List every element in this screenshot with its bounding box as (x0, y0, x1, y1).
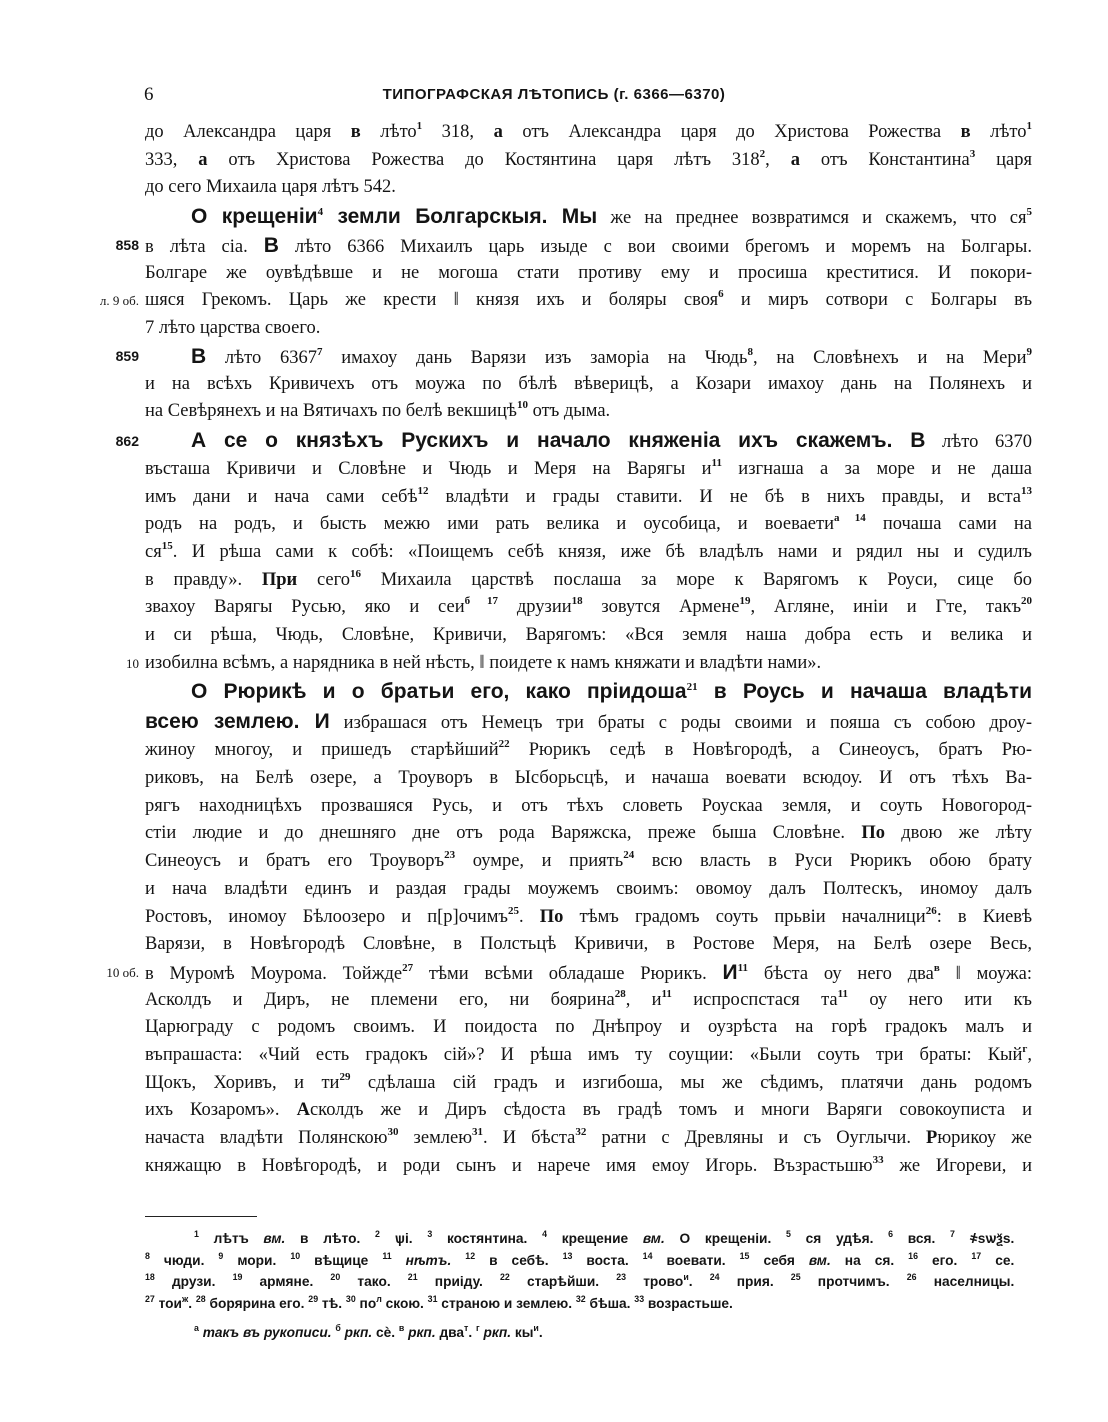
text-run: бѣста оу него два (748, 963, 934, 984)
text-run: лѣто (970, 122, 1027, 142)
text-run: шяся Грекомъ. Царь же крести ‖ князя ихъ и боляры своя (145, 290, 719, 311)
text-run: скою. (381, 1294, 428, 1311)
text-run: , на Словѣнехъ и на Мери (752, 347, 1027, 368)
text-run: Щокъ, Хоривъ, и ти (145, 1072, 340, 1093)
footnote-marker: а (194, 1323, 199, 1333)
footnote-marker: л (376, 1293, 382, 1304)
footnote-marker: 16 (349, 567, 361, 580)
text-line (145, 456, 1032, 484)
text-run: старѣйши. (509, 1273, 617, 1289)
footnote-marker: 17 (971, 1250, 982, 1261)
text-run: ратни с Древляны и съ Оуглычи. (586, 1128, 927, 1148)
italic-run: вм. (642, 1230, 665, 1246)
footnote-marker: т (464, 1323, 469, 1333)
text-run: в себѣ. (475, 1251, 563, 1268)
footnote-marker: 25 (507, 904, 519, 917)
page-number: 6 (144, 84, 154, 105)
text-run: протчимъ. (800, 1273, 907, 1289)
footnote-marker: 27 (145, 1293, 155, 1304)
footnote-marker: 31 (472, 1126, 484, 1138)
text-run: ихъ Козаромъ». (145, 1100, 297, 1121)
text-run: отъ дыма. (527, 401, 611, 422)
text-line (145, 1070, 1032, 1098)
text-run: кы (511, 1324, 534, 1340)
text-line (145, 539, 1032, 567)
footnote-marker: 23 (616, 1272, 627, 1282)
margin-note: 858 (115, 237, 139, 254)
text-line (126, 650, 1032, 678)
bold-run: а (493, 122, 503, 142)
footnote-rule (145, 1216, 257, 1217)
text-run: его. (917, 1251, 972, 1268)
text-run: . (688, 1273, 710, 1289)
bold-run: А се о князѣхъ Рускихъ и начало княженіа ихъ скажемъ. В (191, 428, 926, 452)
footnote-marker: 9 (218, 1250, 224, 1261)
bold-run: а (790, 149, 800, 170)
running-title: ТИПОГРАФСКАЯ ЛѢТОПИСЬ (г. 6366—6370) (382, 86, 726, 103)
text-run: ҂ѕѡѯѕ. (954, 1230, 1015, 1246)
text-run: Болгаре же оувѣдѣвше и не могоша стати противу ему и просиша креститися. И покори- (145, 262, 1032, 283)
italic-run: такъ въ рукописи. (202, 1324, 332, 1340)
bold-run: При (261, 569, 298, 590)
text-line (145, 1125, 1032, 1153)
footnote-marker: 18 (145, 1272, 155, 1282)
text-run: на Севѣрянехъ и на Вятичахъ по белѣ векшицѣ (145, 401, 517, 422)
text-run: княжащю в Новѣгородѣ, и роди сынъ и нарече имя емоу Игорь. Възрастьшю (145, 1155, 873, 1176)
text-line (115, 426, 1032, 456)
text-run: оумре, и приять (455, 851, 624, 872)
bold-run: а (198, 149, 208, 170)
footnote-marker: 19 (232, 1272, 243, 1282)
footnote-marker: 11 (837, 987, 849, 1000)
margin-note: 10 об. (106, 964, 139, 980)
text-run: О крещеніи. (664, 1230, 787, 1246)
text-run: лѣто 6366 Михаилъ царь изыде с вои своими брегомъ и моремъ на Болгары. (278, 237, 1032, 258)
text-run: ся (145, 541, 162, 562)
footnote-marker: 11 (711, 456, 722, 469)
text-run: на ся. (830, 1251, 909, 1268)
text-run: рягъ находницѣхъ прозвашяся Русь, и отъ тѣхъ словеть Роускаа земля, и соуть Новогород- (145, 795, 1032, 816)
text-run: , Агляне, иніи и Гте, такъ (750, 597, 1022, 618)
bold-run: в (350, 122, 361, 142)
text-run: . И рѣша сами к собѣ: «Поищемъ себѣ князя, иже бѣ владѣлъ нами и рядил ны и судилъ (172, 541, 1032, 562)
footnote-marker: 15 (161, 539, 173, 552)
text-run: тако. (340, 1273, 408, 1289)
text-run: приіду. (417, 1273, 500, 1289)
text-run: в лѣто. (285, 1230, 376, 1246)
text-line (145, 484, 1032, 512)
footnote-marker: 6 (888, 1229, 894, 1239)
text-run: вѣщице (300, 1251, 383, 1268)
footnote-marker: и (683, 1272, 689, 1282)
italic-run: нѣтъ. (405, 1251, 452, 1268)
footnote-marker: 2 (759, 147, 766, 160)
text-run: . (188, 1294, 196, 1311)
running-header (0, 84, 1108, 108)
footnote-marker: 5 (1026, 206, 1032, 219)
text-run: мори. (223, 1251, 291, 1268)
footnote-marker: 12 (417, 484, 429, 497)
text-run (392, 1252, 406, 1268)
footnote-marker: 4 (317, 206, 324, 219)
italic-run: ркп. (408, 1324, 436, 1340)
text-run: себя (749, 1251, 809, 1268)
text-run: населницы. (916, 1273, 1015, 1289)
footnote-marker: 7 (950, 1229, 955, 1239)
footnote-line (145, 1322, 1014, 1344)
text-run: лѣто 6367 (206, 347, 317, 368)
footnote-marker: 29 (339, 1070, 351, 1083)
text-run: тѣ. (318, 1294, 346, 1311)
text-run: тѣмъ градомъ соуть прьвіи началници (563, 906, 926, 927)
text-run: воевати. (652, 1251, 740, 1268)
footnote-marker: 32 (575, 1293, 586, 1304)
italic-run: ркп. (344, 1324, 373, 1340)
text-run: 333, (145, 149, 199, 170)
text-line (106, 959, 1032, 987)
footnote-marker: 24 (709, 1272, 720, 1282)
text-run: звахоу Варягы Русью, яко и сеи (145, 597, 465, 618)
text-run: землею (398, 1128, 473, 1148)
footnote-marker: и (533, 1323, 539, 1333)
text-line (145, 793, 1032, 821)
footnote-marker: 23 (444, 849, 456, 862)
text-line (145, 765, 1032, 793)
text-run: до Александра царя (145, 122, 351, 142)
footnote-marker: 1 (1026, 120, 1032, 132)
margin-note: 862 (115, 432, 139, 449)
footnote-marker: 3 (969, 147, 976, 160)
text-run: и миръ сотвори с Болгары въ (723, 290, 1033, 311)
text-run: юрикоу же (937, 1128, 1032, 1148)
footnote-marker: в (398, 1323, 405, 1333)
bold-run: В (191, 344, 207, 368)
footnote-marker: 11 (737, 961, 749, 974)
text-run: и нача владѣти единъ и раздая грады моужемъ своимъ: овомоу далъ Полтескъ, иномоу далъ (145, 878, 1032, 899)
bold-run: Р (926, 1128, 938, 1148)
text-run: в лѣта сіа. (145, 237, 264, 258)
text-run: . (468, 1324, 476, 1340)
text-line (145, 1014, 1032, 1042)
text-run: крещение (546, 1230, 643, 1246)
margin-note: 859 (115, 347, 139, 364)
text-run: прия. (719, 1273, 791, 1289)
bold-run: И (722, 960, 738, 984)
footnote-marker: 25 (790, 1272, 801, 1282)
text-line (145, 820, 1032, 848)
text-line (145, 737, 1032, 765)
text-run: жиноу многоу, и пришедъ старѣйший (145, 740, 499, 761)
footnote-marker: 10 (290, 1250, 301, 1261)
text-run: Синеоусъ и братъ его Троуворъ (145, 851, 445, 872)
text-line (99, 287, 1033, 315)
text-run: . (538, 1324, 543, 1340)
text-line (115, 343, 1032, 371)
bold-run: По (861, 823, 885, 844)
text-line (145, 904, 1032, 932)
footnote-marker: 9 (1026, 345, 1032, 358)
bold-run: в (960, 122, 971, 142)
text-run: Варязи, в Новѣгородѣ Словѣне, в Полстьцѣ Кривичи, в Ростове Меря, на Белѣ озере Весь, (145, 934, 1032, 955)
footnote-marker: 7 (317, 345, 323, 358)
main-text (99, 119, 1033, 1180)
footnote-marker: 4 (542, 1229, 547, 1239)
footnote-marker: 6 (718, 288, 724, 301)
text-run: , (765, 149, 791, 170)
text-line (145, 147, 1032, 175)
footnote-marker: б 17 (464, 595, 499, 608)
bold-run: О Рюрикѣ и о братьи его, како пріидоша (191, 680, 687, 704)
footnote-marker: 22 (499, 1272, 510, 1282)
footnote-marker: 15 (739, 1250, 750, 1261)
text-line (145, 174, 1032, 202)
footnote-line (145, 1250, 1014, 1272)
text-run: в правду». (145, 569, 262, 590)
text-run: в Муромѣ Моурома. Тойжде (145, 963, 403, 984)
footnote-marker: г (1022, 1042, 1028, 1055)
text-run: : в Киевѣ (936, 906, 1033, 927)
text-run: Ростовъ, иномоу Бѣлоозеро и п[р]очимъ (145, 906, 508, 927)
bold-run: всею землею. И (145, 710, 330, 734)
text-run: страною и землею. (437, 1294, 576, 1311)
text-run: . (518, 906, 540, 927)
text-run: борярина его. (205, 1294, 309, 1311)
text-run: имахоу дань Варязи изъ заморіа на Чюдь (322, 347, 748, 368)
text-line (145, 119, 1032, 147)
text-run: лѣто (360, 122, 417, 142)
text-line (145, 594, 1032, 622)
text-run: и си рѣша, Чюдь, Словѣне, Кривичи, Варягомъ: «Вся земля наша добра есть и велика и (145, 625, 1032, 645)
text-line (115, 232, 1032, 260)
text-run: 318, (422, 122, 494, 142)
footnote-marker: 21 (686, 681, 698, 694)
footnote-marker: 33 (872, 1153, 884, 1166)
footnote-marker: 2 (375, 1229, 380, 1239)
italic-run: ркп. (483, 1324, 512, 1340)
text-line (145, 1042, 1032, 1070)
text-run: тои (154, 1294, 182, 1311)
text-line (145, 707, 1032, 737)
text-line (145, 398, 1032, 426)
text-run: Рюрикъ седѣ в Новѣгородѣ, а Синеоусъ, братъ Рю- (509, 740, 1032, 761)
text-run: сколдъ же и Диръ сѣдоста въ градѣ томъ и многи Варяги совокоуписта и (309, 1100, 1032, 1121)
footnote-marker: 1 (194, 1229, 199, 1239)
footnote-marker: 16 (908, 1250, 918, 1261)
text-run: тѣми всѣми обладаше Рюрикъ. (413, 963, 723, 984)
text-run: возрастьше. (644, 1294, 733, 1311)
text-run: отъ Константина (799, 149, 970, 170)
text-run: Михаила царствѣ послаша за море к Варягомъ к Роуси, сице бо (360, 569, 1032, 590)
text-run: изгнаша а за море и не даша (721, 458, 1033, 479)
text-run: стіи людие и до днешняго дне отъ рода Варяжска, преже быша Словѣне. (145, 823, 862, 844)
footnote-marker: 27 (402, 961, 414, 974)
text-run: ѱі. (379, 1230, 428, 1246)
footnote-marker: 28 (195, 1293, 206, 1304)
text-run: , (1027, 1044, 1032, 1065)
text-run: воста. (572, 1251, 643, 1268)
bold-run: А (296, 1100, 310, 1121)
text-run: . И бѣста (483, 1128, 576, 1148)
margin-note: л. 9 об. (99, 293, 139, 309)
italic-run: вм. (808, 1251, 831, 1268)
footnotes (145, 1228, 1032, 1344)
bold-run: в Роусь и начаша владѣти (697, 680, 1032, 704)
text-run: 7 лѣто царства своего. (145, 318, 321, 339)
footnote-line (145, 1293, 1014, 1315)
text-line (145, 677, 1032, 707)
footnote-marker: 5 (786, 1229, 791, 1239)
text-run: двою же лѣту (884, 823, 1032, 844)
footnote-marker: 3 (427, 1229, 433, 1239)
text-run: зовутся Армене (582, 597, 740, 618)
text-line (145, 511, 1032, 539)
footnote-marker: 13 (1021, 484, 1032, 497)
italic-run: вм. (263, 1230, 286, 1246)
footnote-marker: 8 (145, 1250, 150, 1261)
text-run: царя (975, 149, 1032, 170)
footnote-marker: 26 (906, 1272, 917, 1282)
text-run: имъ дани и нача сами себѣ (145, 486, 418, 507)
footnote-marker: 11 (661, 987, 672, 1000)
footnote-marker: 8 (747, 345, 753, 358)
text-run: армяне. (242, 1273, 331, 1289)
text-run: испроспстася та (671, 989, 838, 1010)
text-run: же Игореви, и (883, 1155, 1032, 1176)
footnote-marker: 26 (925, 904, 937, 917)
text-run: отъ Александра царя до Христова Рожества (502, 122, 961, 142)
text-line (145, 567, 1032, 595)
footnote-marker: 14 (642, 1250, 653, 1261)
footnote-marker: 10 (516, 399, 528, 412)
footnote-marker: 31 (427, 1293, 438, 1304)
text-run: , и (625, 989, 662, 1010)
text-run: всю власть в Руси Рюрикъ обою брату (634, 851, 1033, 872)
text-run: трово (626, 1273, 684, 1289)
text-line (145, 1153, 1032, 1181)
footnote-marker: 12 (465, 1250, 476, 1261)
text-line (145, 931, 1032, 959)
text-run: два (435, 1324, 465, 1340)
footnote-marker: 30 (387, 1126, 399, 1138)
bold-run: В (263, 234, 279, 258)
text-run: друзи. (154, 1273, 233, 1289)
footnote-marker: 20 (1021, 595, 1033, 608)
text-run: ‖ моужа: (939, 963, 1032, 984)
text-run: отъ Христова Рожества до Костянтина царя лѣтъ 318 (207, 149, 760, 170)
text-run: оу него ити къ (848, 989, 1032, 1010)
text-line (145, 987, 1032, 1015)
text-run: по (355, 1294, 377, 1311)
text-run: и на всѣхъ Кривичехъ отъ моужа по бѣлѣ вѣверицѣ, а Козари имахоу дань на Полянехъ и (145, 373, 1032, 394)
text-run: костянтина. (432, 1230, 543, 1246)
text-run: чюди. (149, 1251, 219, 1268)
text-run: родъ на родъ, и бысть межю ими рать велика и оусобица, и воеваети (145, 514, 834, 535)
text-line (145, 1097, 1032, 1125)
text-line (145, 260, 1032, 288)
bold-run: земли Болгарскыя. Мы (323, 205, 598, 229)
text-run: сѐ. (372, 1324, 399, 1340)
footnote-marker: 33 (634, 1293, 645, 1304)
footnote-marker: 19 (739, 595, 751, 608)
footnote-marker: в (933, 961, 940, 974)
bold-run: По (539, 906, 564, 927)
footnote-marker: г (475, 1323, 480, 1333)
footnote-marker: 13 (562, 1250, 573, 1261)
text-run: изобилна всѣмъ, а нарядника в ней нѣсть, ‖ поидете к намъ княжати и владѣти нами». (145, 652, 822, 673)
text-run: въсташа Кривичи и Словѣне и Чюдь и Меря на Варягы и (145, 458, 712, 479)
text-run (451, 1252, 465, 1268)
footnote-marker: 1 (416, 120, 423, 132)
text-run: лѣто 6370 (925, 431, 1032, 452)
text-run: Царюграду с родомъ своимъ. И поидоста по Днѣпроу и оузрѣста на горѣ градокъ малъ и (145, 1017, 1032, 1038)
text-line (145, 315, 1032, 343)
footnote-marker: б (335, 1323, 341, 1333)
footnote-marker: 20 (330, 1272, 341, 1282)
footnote-marker: ж (181, 1293, 189, 1304)
text-line (145, 622, 1032, 650)
text-run: друзии (498, 597, 572, 618)
footnote-line (145, 1228, 1014, 1250)
text-run: риковъ, на Белѣ озере, а Троуворъ в Ысборьсцѣ, и начаша воевати всюдоу. И отъ тѣхъ Ва- (145, 768, 1032, 789)
text-run: владѣти и грады ставити. И не бѣ в нихъ правды, и вста (428, 486, 1021, 507)
footnote-marker: 29 (308, 1293, 319, 1304)
footnote-marker: 11 (382, 1250, 392, 1261)
text-run: же на преднее возвратимся и скажемъ, что ся (597, 208, 1027, 229)
text-run: начаста владѣти Полянскою (145, 1128, 388, 1148)
margin-note: 10 (126, 655, 139, 671)
text-run: вся. (893, 1230, 951, 1246)
footnote-marker: а 14 (833, 512, 866, 525)
text-run: избрашася отъ Немецъ три браты с роды своими и пояша съ собою дроу- (329, 713, 1032, 734)
footnote-marker: 30 (345, 1293, 356, 1304)
bold-run: О крещеніи (191, 205, 318, 229)
text-run: се. (981, 1251, 1015, 1268)
text-line (145, 202, 1032, 232)
text-run: почаша сами на (865, 514, 1033, 535)
text-run: сего (297, 569, 350, 590)
text-line (145, 876, 1032, 904)
text-run: ся удѣя. (790, 1230, 889, 1246)
footnote-marker: 21 (407, 1272, 418, 1282)
text-run: Асколдъ и Диръ, не племени его, ни боярина (145, 989, 615, 1010)
footnote-marker: 24 (623, 849, 635, 862)
text-run: до сего Михаила царя лѣтъ 542. (145, 177, 396, 198)
footnote-line (145, 1271, 1014, 1293)
text-run: лѣтъ (198, 1230, 264, 1246)
footnote-marker: 18 (571, 595, 583, 608)
footnote-marker: 28 (614, 987, 626, 1000)
footnote-marker: 22 (498, 738, 510, 751)
text-run: бѣша. (585, 1294, 635, 1311)
text-run: сдѣлаша сій градъ и изгибоша, мы же сѣдимъ, платячи дань родомъ (350, 1072, 1032, 1093)
text-run: въпрашаста: «Чий есть градокъ сій»? И рѣша имъ ту соущии: «Были соуть три браты: Кый (145, 1044, 1023, 1065)
text-line (145, 371, 1032, 399)
footnote-marker: 32 (575, 1126, 587, 1138)
text-line (145, 848, 1032, 876)
